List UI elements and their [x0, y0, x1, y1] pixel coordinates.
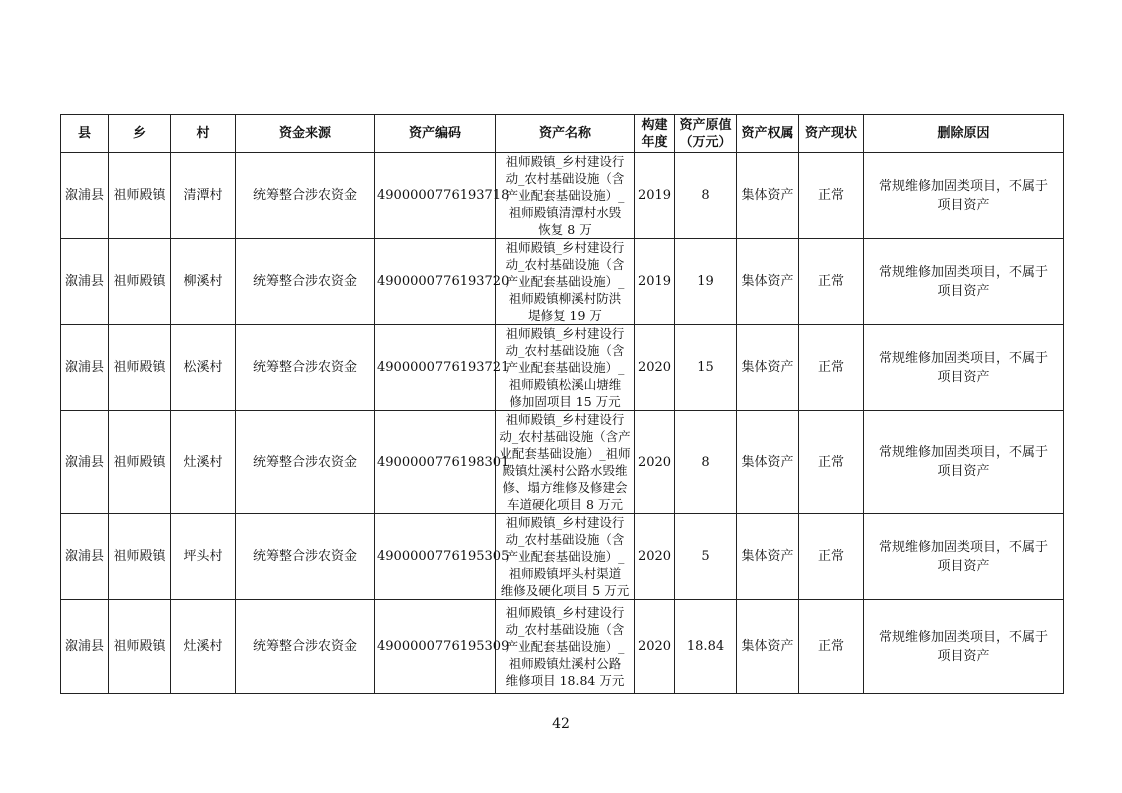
delete-reason-cell: [864, 325, 1064, 411]
build-year-cell: 2020: [635, 325, 675, 411]
original-value-cell: 5: [675, 514, 737, 600]
asset-name-cell-line: 恢复 8 万: [538, 222, 592, 237]
county-cell: 溆浦县: [61, 514, 109, 600]
asset-name-cell-line: 动_农村基础设施（含: [505, 343, 625, 358]
asset-name-cell-line: 动_农村基础设施（含: [505, 532, 625, 547]
page-number: 42: [552, 716, 570, 732]
asset-name-cell-line: 动_农村基础设施（含: [505, 622, 625, 637]
asset-name-cell-line: 维修及硬化项目 5 万元: [500, 583, 630, 598]
header-township: 乡: [109, 115, 171, 153]
original-value-cell: 15: [675, 325, 737, 411]
asset-name-cell-line: 车道硬化项目 8 万元: [507, 497, 623, 512]
county-cell: 溆浦县: [61, 325, 109, 411]
ownership-cell: 集体资产: [737, 600, 799, 694]
table-row: [61, 153, 1064, 239]
table-row: [61, 600, 1064, 694]
header-asset-name: 资产名称: [496, 115, 635, 153]
fund-source-cell: 统筹整合涉农资金: [236, 239, 375, 325]
asset-name-cell: [496, 600, 635, 694]
delete-reason-cell-line: 常规维修加固类项目，不属于: [878, 445, 1048, 460]
asset-code-cell: 4900000776198301: [375, 411, 496, 514]
asset-deletion-table: [60, 114, 1064, 694]
fund-source-cell: 统筹整合涉农资金: [236, 153, 375, 239]
asset-name-cell-line: 动_农村基础设施（含产: [499, 429, 631, 444]
header-delete-reason: 删除原因: [864, 115, 1064, 153]
fund-source-cell: 统筹整合涉农资金: [236, 325, 375, 411]
build-year-cell: 2020: [635, 411, 675, 514]
fund-source-cell: 统筹整合涉农资金: [236, 600, 375, 694]
asset-name-cell-line: 祖师殿镇清潭村水毁: [508, 205, 622, 220]
township-cell: 祖师殿镇: [109, 239, 171, 325]
asset-name-cell-line: 祖师殿镇_乡村建设行: [505, 240, 625, 255]
header-asset-code: 资产编码: [375, 115, 496, 153]
asset-name-cell-line: 祖师殿镇灶溪村公路: [508, 656, 622, 671]
header-ownership: 资产权属: [737, 115, 799, 153]
header-original-value: [675, 115, 737, 153]
village-cell: 坪头村: [171, 514, 236, 600]
build-year-cell: 2020: [635, 514, 675, 600]
village-cell: 清潭村: [171, 153, 236, 239]
county-cell: 溆浦县: [61, 600, 109, 694]
delete-reason-cell: [864, 239, 1064, 325]
delete-reason-cell-line: 常规维修加固类项目，不属于: [878, 350, 1048, 366]
header-status: 资产现状: [799, 115, 864, 153]
ownership-cell: 集体资产: [737, 514, 799, 600]
asset-name-cell-line: 业配套基础设施）_祖师: [499, 446, 631, 461]
asset-name-cell-line: 修加固项目 15 万元: [509, 394, 621, 409]
header-original-value-line-2: （万元）: [679, 134, 732, 150]
delete-reason-cell: [864, 411, 1064, 514]
header-county: 县: [61, 115, 109, 153]
original-value-cell: 18.84: [675, 600, 737, 694]
header-original-value-line-1: 资产原值: [679, 117, 732, 133]
township-cell: 祖师殿镇: [109, 325, 171, 411]
delete-reason-cell-line: 项目资产: [937, 283, 990, 299]
township-cell: 祖师殿镇: [109, 153, 171, 239]
township-cell: 祖师殿镇: [109, 411, 171, 514]
original-value-cell: 19: [675, 239, 737, 325]
asset-name-cell-line: 修、塌方维修及修建会: [502, 480, 628, 495]
build-year-cell: 2019: [635, 153, 675, 239]
status-cell: 正常: [799, 153, 864, 239]
delete-reason-cell-line: 项目资产: [937, 464, 990, 479]
header-village: 村: [171, 115, 236, 153]
header-build-year-line-2: 年度: [641, 134, 668, 150]
asset-name-cell-line: 产业配套基础设施）_: [505, 360, 625, 375]
delete-reason-cell-line: 项目资产: [937, 369, 990, 385]
status-cell: 正常: [799, 239, 864, 325]
asset-name-cell-line: 产业配套基础设施）_: [505, 549, 625, 564]
delete-reason-cell-line: 项目资产: [937, 558, 990, 574]
ownership-cell: 集体资产: [737, 325, 799, 411]
township-cell: 祖师殿镇: [109, 514, 171, 600]
asset-name-cell-line: 维修项目 18.84 万元: [505, 673, 625, 688]
asset-code-cell: 4900000776193718: [375, 153, 496, 239]
asset-name-cell-line: 祖师殿镇松溪山塘维: [508, 377, 622, 392]
delete-reason-cell-line: 项目资产: [937, 197, 990, 213]
table-row: [61, 411, 1064, 514]
asset-name-cell-line: 祖师殿镇_乡村建设行: [505, 154, 625, 169]
county-cell: 溆浦县: [61, 239, 109, 325]
asset-name-cell: [496, 325, 635, 411]
asset-name-cell-line: 动_农村基础设施（含: [505, 171, 625, 186]
status-cell: 正常: [799, 325, 864, 411]
delete-reason-cell-line: 常规维修加固类项目，不属于: [878, 264, 1048, 280]
county-cell: 溆浦县: [61, 153, 109, 239]
asset-name-cell-line: 产业配套基础设施）_: [505, 639, 625, 654]
header-build-year: [635, 115, 675, 153]
asset-name-cell: [496, 514, 635, 600]
asset-code-cell: 4900000776193720: [375, 239, 496, 325]
asset-name-cell-line: 祖师殿镇_乡村建设行: [505, 326, 625, 341]
asset-code-cell: 4900000776195305: [375, 514, 496, 600]
table-row: [61, 514, 1064, 600]
asset-name-cell-line: 祖师殿镇坪头村渠道: [508, 566, 622, 581]
asset-name-cell: [496, 153, 635, 239]
asset-name-cell-line: 祖师殿镇_乡村建设行: [505, 412, 625, 427]
asset-code-cell: 4900000776193721: [375, 325, 496, 411]
asset-name-cell: [496, 411, 635, 514]
village-cell: 灶溪村: [171, 411, 236, 514]
original-value-cell: 8: [675, 153, 737, 239]
status-cell: 正常: [799, 600, 864, 694]
asset-name-cell-line: 产业配套基础设施）_: [505, 188, 625, 203]
asset-name-cell-line: 堤修复 19 万: [528, 308, 602, 323]
ownership-cell: 集体资产: [737, 411, 799, 514]
build-year-cell: 2019: [635, 239, 675, 325]
asset-code-cell: 4900000776195309: [375, 600, 496, 694]
delete-reason-cell-line: 项目资产: [937, 648, 990, 664]
village-cell: 灶溪村: [171, 600, 236, 694]
asset-name-cell-line: 祖师殿镇_乡村建设行: [505, 605, 625, 620]
header-build-year-line-1: 构建: [641, 117, 668, 133]
county-cell: 溆浦县: [61, 411, 109, 514]
asset-name-cell-line: 产业配套基础设施）_: [505, 274, 625, 289]
ownership-cell: 集体资产: [737, 153, 799, 239]
asset-name-cell-line: 祖师殿镇_乡村建设行: [505, 515, 625, 530]
village-cell: 柳溪村: [171, 239, 236, 325]
build-year-cell: 2020: [635, 600, 675, 694]
ownership-cell: 集体资产: [737, 239, 799, 325]
village-cell: 松溪村: [171, 325, 236, 411]
original-value-cell: 8: [675, 411, 737, 514]
status-cell: 正常: [799, 411, 864, 514]
asset-name-cell-line: 殿镇灶溪村公路水毁维: [502, 463, 628, 478]
fund-source-cell: 统筹整合涉农资金: [236, 514, 375, 600]
asset-name-cell-line: 动_农村基础设施（含: [505, 257, 625, 272]
table-row: [61, 239, 1064, 325]
header-row: [61, 115, 1064, 153]
delete-reason-cell: [864, 600, 1064, 694]
delete-reason-cell: [864, 153, 1064, 239]
header-fund-source: 资金来源: [236, 115, 375, 153]
fund-source-cell: 统筹整合涉农资金: [236, 411, 375, 514]
delete-reason-cell-line: 常规维修加固类项目，不属于: [878, 629, 1048, 645]
delete-reason-cell-line: 常规维修加固类项目，不属于: [878, 178, 1048, 194]
asset-name-cell-line: 祖师殿镇柳溪村防洪: [508, 291, 622, 306]
asset-name-cell: [496, 239, 635, 325]
delete-reason-cell-line: 常规维修加固类项目，不属于: [878, 539, 1048, 555]
delete-reason-cell: [864, 514, 1064, 600]
table-body: [61, 153, 1064, 694]
table-row: [61, 325, 1064, 411]
township-cell: 祖师殿镇: [109, 600, 171, 694]
status-cell: 正常: [799, 514, 864, 600]
